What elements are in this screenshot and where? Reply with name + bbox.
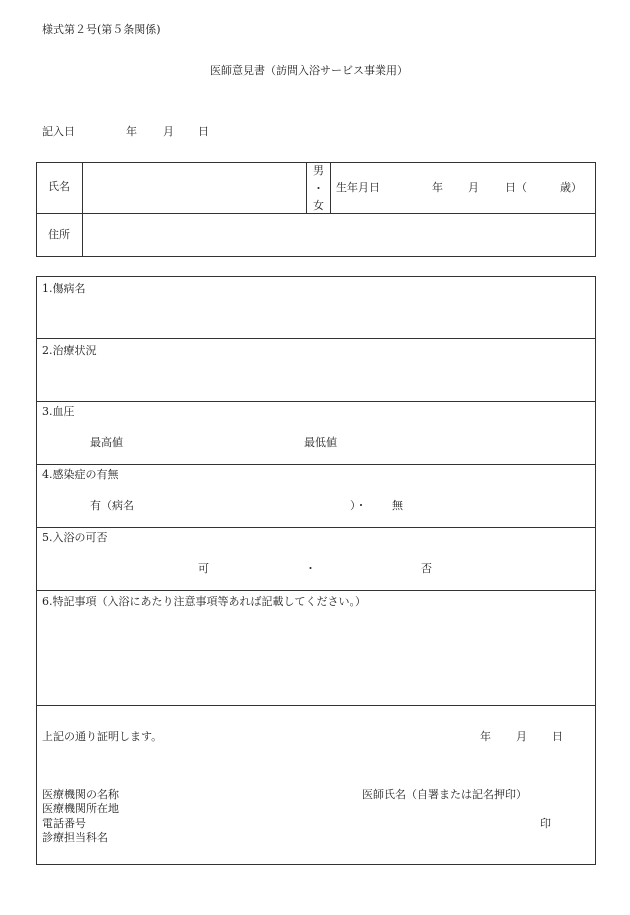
blood-pressure-section-title: 3.血圧 xyxy=(42,405,75,418)
treatment-field[interactable] xyxy=(40,359,592,397)
document-title: 医師意見書（訪問入浴サービス事業用） xyxy=(210,64,408,77)
entry-date-label: 記入日 xyxy=(42,125,75,138)
infection-yes-option[interactable]: 有（病名 xyxy=(90,499,134,512)
certification-statement: 上記の通り証明します。 xyxy=(42,730,163,743)
institution-address-label: 医療機関所在地 xyxy=(42,802,119,815)
address-field[interactable] xyxy=(84,216,592,254)
notes-section-title: 6.特記事項（入浴にあたり注意事項等あれば記載してください。） xyxy=(42,595,366,608)
min-pressure-field[interactable] xyxy=(348,432,548,452)
sex-male[interactable]: 男 xyxy=(313,164,324,177)
section-divider xyxy=(36,401,596,402)
birthdate-label: 生年月日 xyxy=(336,181,380,194)
row-divider xyxy=(36,213,596,214)
infection-close-paren: ）・ xyxy=(350,499,367,512)
birth-month[interactable]: 月 xyxy=(468,181,479,194)
infection-disease-name-field[interactable] xyxy=(145,495,345,515)
certification-month[interactable]: 月 xyxy=(516,730,527,743)
bathing-allowed-option[interactable]: 可 xyxy=(198,562,209,575)
infection-section-title: 4.感染症の有無 xyxy=(42,468,119,481)
age-field[interactable]: 歳） xyxy=(560,181,582,194)
sex-column-left-divider xyxy=(306,162,307,214)
institution-name-label: 医療機関の名称 xyxy=(42,788,119,801)
sex-column-right-divider xyxy=(330,162,331,214)
entry-date-day[interactable]: 日 xyxy=(198,125,209,138)
address-label: 住所 xyxy=(48,228,70,241)
sex-separator: ・ xyxy=(313,182,324,195)
bathing-separator: ・ xyxy=(305,562,316,575)
treatment-section-title: 2.治療状況 xyxy=(42,344,97,357)
max-pressure-field[interactable] xyxy=(135,432,295,452)
entry-date-month[interactable]: 月 xyxy=(163,125,174,138)
seal-mark[interactable]: 印 xyxy=(540,817,551,830)
notes-field[interactable] xyxy=(40,612,592,702)
sex-female[interactable]: 女 xyxy=(313,199,324,212)
certification-year[interactable]: 年 xyxy=(480,730,491,743)
section-divider xyxy=(36,338,596,339)
name-field[interactable] xyxy=(84,165,304,211)
birth-year[interactable]: 年 xyxy=(432,181,443,194)
label-column-divider xyxy=(82,162,83,257)
infection-no-option[interactable]: 無 xyxy=(392,499,403,512)
section-divider xyxy=(36,590,596,591)
birth-day[interactable]: 日（ xyxy=(505,181,527,194)
section-divider xyxy=(36,705,596,706)
phone-label: 電話番号 xyxy=(42,817,86,830)
bathing-not-allowed-option[interactable]: 否 xyxy=(421,562,432,575)
entry-date-year[interactable]: 年 xyxy=(126,125,137,138)
form-number: 様式第２号(第５条関係) xyxy=(42,23,161,36)
bathing-section-title: 5.入浴の可否 xyxy=(42,531,108,544)
disease-section-title: 1.傷病名 xyxy=(42,282,86,295)
name-label: 氏名 xyxy=(48,180,70,193)
certification-day[interactable]: 日 xyxy=(552,730,563,743)
min-pressure-label: 最低値 xyxy=(304,436,337,449)
section-divider xyxy=(36,527,596,528)
doctor-name-label: 医師氏名（自署または記名押印） xyxy=(362,788,527,801)
section-divider xyxy=(36,464,596,465)
department-label: 診療担当科名 xyxy=(42,831,108,844)
disease-field[interactable] xyxy=(40,297,592,335)
max-pressure-label: 最高値 xyxy=(90,436,123,449)
